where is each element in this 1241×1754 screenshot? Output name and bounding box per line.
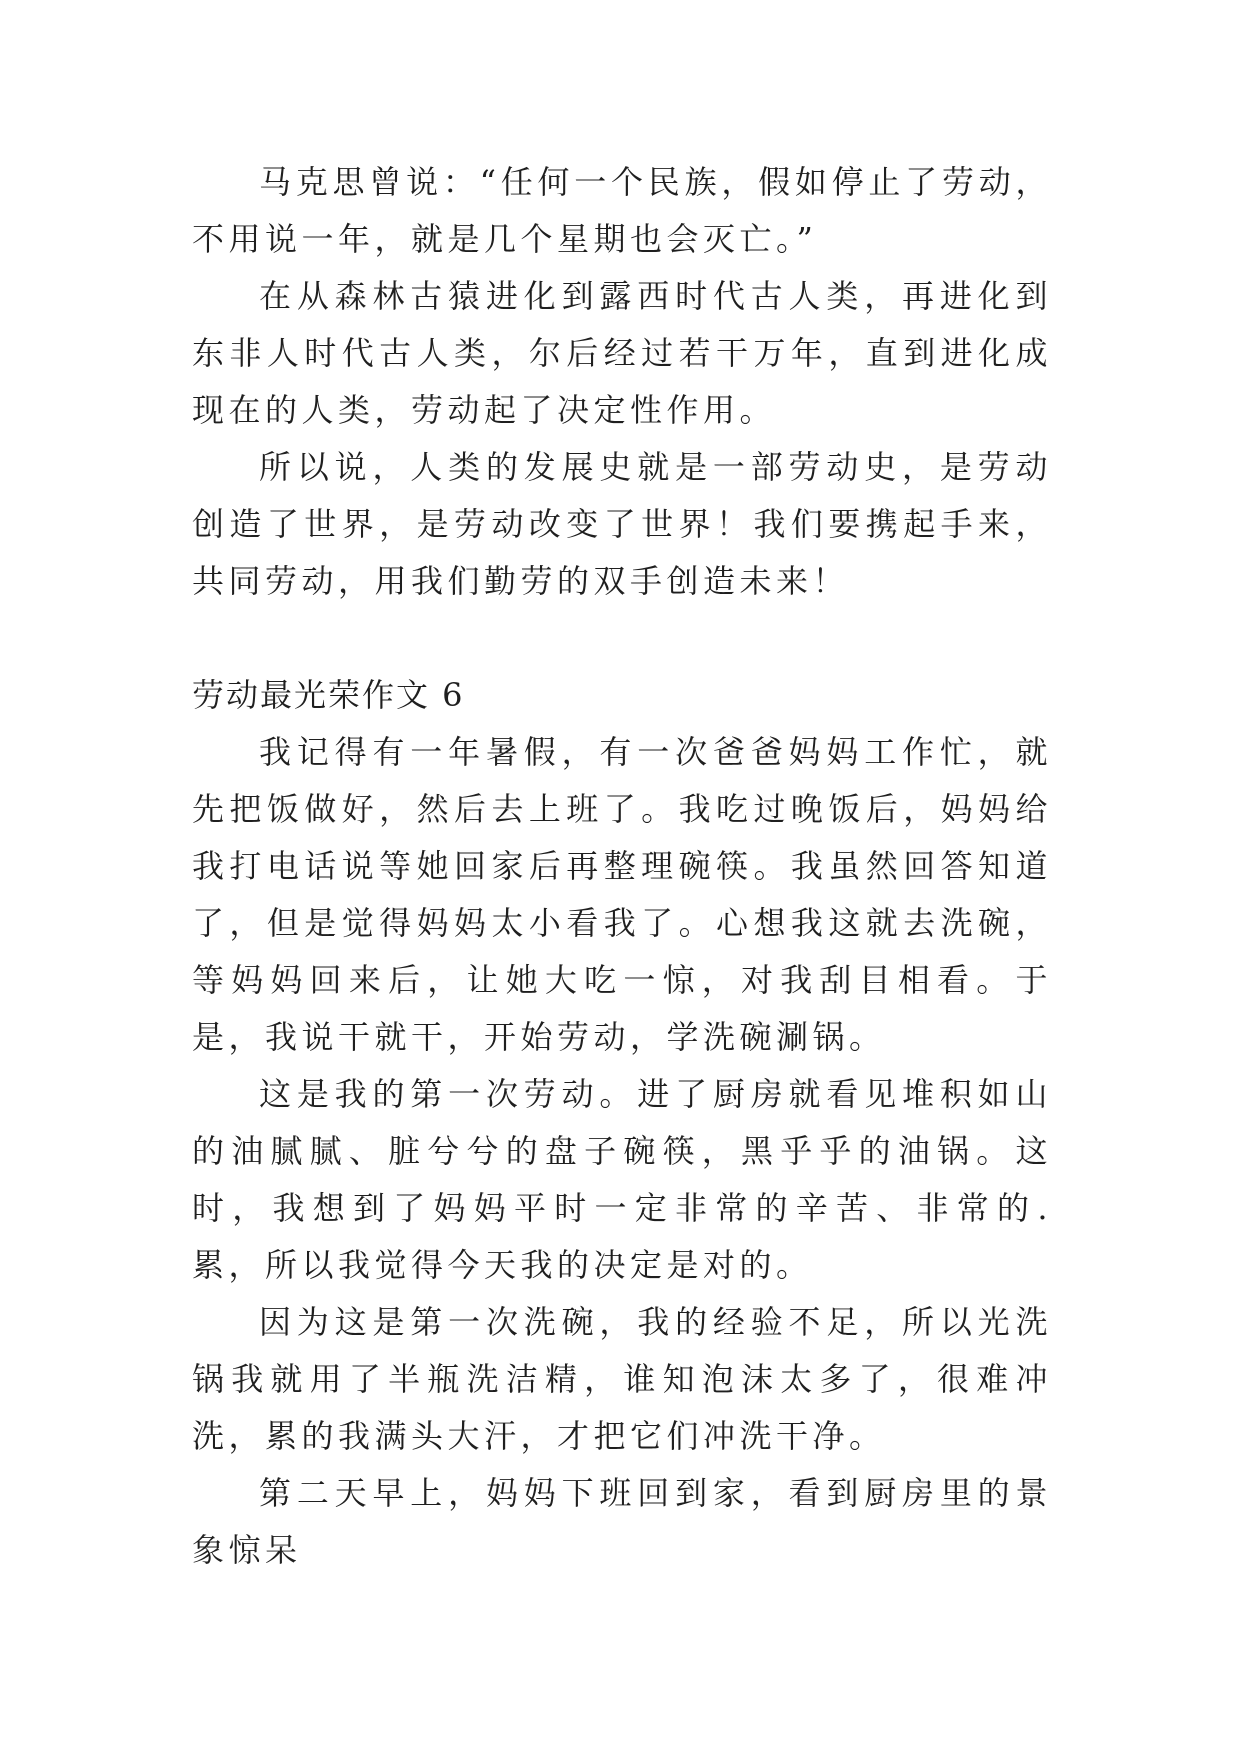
section-title: 劳动最光荣作文 6 xyxy=(192,676,465,714)
paragraph-conclusion: 所以说，人类的发展史就是一部劳动史，是劳动创造了世界，是劳动改变了世界！我们要携起手来，共同劳动，用我们勤劳的双手创造未来！ xyxy=(192,448,1052,600)
document-body xyxy=(192,154,1052,1579)
paragraph-washing: 因为这是第一次洗碗，我的经验不足，所以光洗锅我就用了半瓶洗洁精，谁知泡沫太多了，很难冲洗，累的我满头大汗，才把它们冲洗干净。 xyxy=(192,1303,1052,1455)
paragraph-evolution: 在从森林古猿进化到露西时代古人类，再进化到东非人时代古人类，尔后经过若干万年，直到进化成现在的人类，劳动起了决定性作用。 xyxy=(192,277,1052,429)
paragraph-first-labor: 这是我的第一次劳动。进了厨房就看见堆积如山的油腻腻、脏兮兮的盘子碗筷，黑乎乎的油锅。这时，我想到了妈妈平时一定非常的辛苦、非常的. 累，所以我觉得今天我的决定是对的。 xyxy=(192,1075,1052,1284)
paragraph-summer-memory: 我记得有一年暑假，有一次爸爸妈妈工作忙，就先把饭做好，然后去上班了。我吃过晚饭后，妈妈给我打电话说等她回家后再整理碗筷。我虽然回答知道了，但是觉得妈妈太小看我了。心想我这就去洗碗，等妈妈回来后，让她大吃一惊，对我刮目相看。于是，我说干就干，开始劳动，学洗碗涮锅。 xyxy=(192,733,1052,1056)
paragraph-marx-quote: 马克思曾说：“任何一个民族，假如停止了劳动，不用说一年，就是几个星期也会灭亡。” xyxy=(192,163,1052,258)
paragraph-next-morning: 第二天早上，妈妈下班回到家，看到厨房里的景象惊呆 xyxy=(192,1474,1052,1569)
